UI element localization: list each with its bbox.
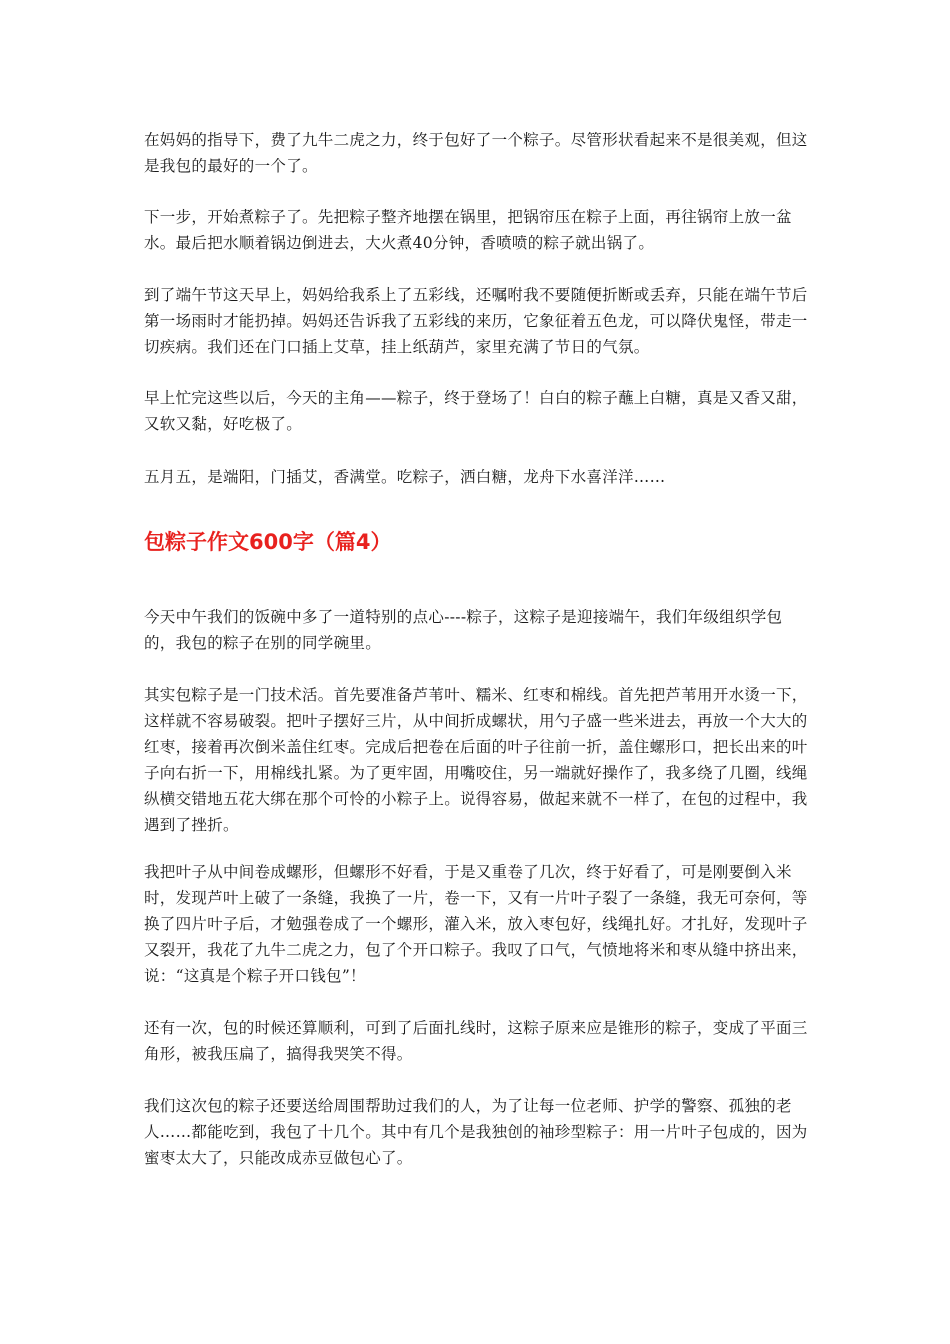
section-heading: 包粽子作文600字（篇4） xyxy=(144,530,392,554)
paragraph: 下一步，开始煮粽子了。先把粽子整齐地摆在锅里，把锅帘压在粽子上面，再往锅帘上放一盆水。最后把水顺着锅边倒进去，大火煮40分钟，香喷喷的粽子就出锅了。 xyxy=(144,208,792,252)
paragraph: 我们这次包的粽子还要送给周围帮助过我们的人，为了让每一位老师、护学的警察、孤独的老人……都能吃到，我包了十几个。其中有几个是我独创的袖珍型粽子：用一片叶子包成的，因为蜜枣太大了，只能改成赤豆做包心了。 xyxy=(144,1097,808,1167)
paragraph: 今天中午我们的饭碗中多了一道特别的点心----粽子，这粽子是迎接端午，我们年级组织学包的，我包的粽子在别的同学碗里。 xyxy=(144,608,783,652)
paragraph: 到了端午节这天早上，妈妈给我系上了五彩线，还嘱咐我不要随便折断或丢弃，只能在端午节后第一场雨时才能扔掉。妈妈还告诉我了五彩线的来历，它象征着五色龙，可以降伏鬼怪，带走一切疾病。我们还在门口插上艾草，挂上纸葫芦，家里充满了节日的气氛。 xyxy=(144,286,808,356)
paragraph: 其实包粽子是一门技术活。首先要准备芦苇叶、糯米、红枣和棉线。首先把芦苇用开水烫一下，这样就不容易破裂。把叶子摆好三片，从中间折成螺状，用勺子盛一些米进去，再放一个大大的红枣，接着再次倒米盖住红枣。完成后把卷在后面的叶子往前一折，盖住螺形口，把长出来的叶子向右折一下，用棉线扎紧。为了更牢固，用嘴咬住，另一端就好操作了，我多绕了几圈，线绳纵横交错地五花大绑在那个可怜的小粽子上。说得容易，做起来就不一样了，在包的过程中，我遇到了挫折。 xyxy=(144,686,808,834)
paragraph: 还有一次，包的时候还算顺利，可到了后面扎线时，这粽子原来应是锥形的粽子，变成了平面三角形，被我压扁了，搞得我哭笑不得。 xyxy=(144,1019,808,1063)
paragraph: 五月五，是端阳，门插艾，香满堂。吃粽子，洒白糖，龙舟下水喜洋洋…… xyxy=(144,468,666,486)
paragraph: 在妈妈的指导下，费了九牛二虎之力，终于包好了一个粽子。尽管形状看起来不是很美观，但这是我包的最好的一个了。 xyxy=(144,131,808,175)
paragraph: 早上忙完这些以后，今天的主角——粽子，终于登场了！白白的粽子蘸上白糖，真是又香又甜，又软又黏，好吃极了。 xyxy=(144,389,808,433)
paragraph: 我把叶子从中间卷成螺形，但螺形不好看，于是又重卷了几次，终于好看了，可是刚要倒入米时，发现芦叶上破了一条缝，我换了一片，卷一下，又有一片叶子裂了一条缝，我无可奈何，等换了四片叶子后，才勉强卷成了一个螺形，灌入米，放入枣包好，线绳扎好。才扎好，发现叶子又裂开，我花了九牛二虎之力，包了个开口粽子。我叹了口气，气愤地将米和枣从缝中挤出来，说：“这真是个粽子开口钱包”！ xyxy=(144,863,808,985)
